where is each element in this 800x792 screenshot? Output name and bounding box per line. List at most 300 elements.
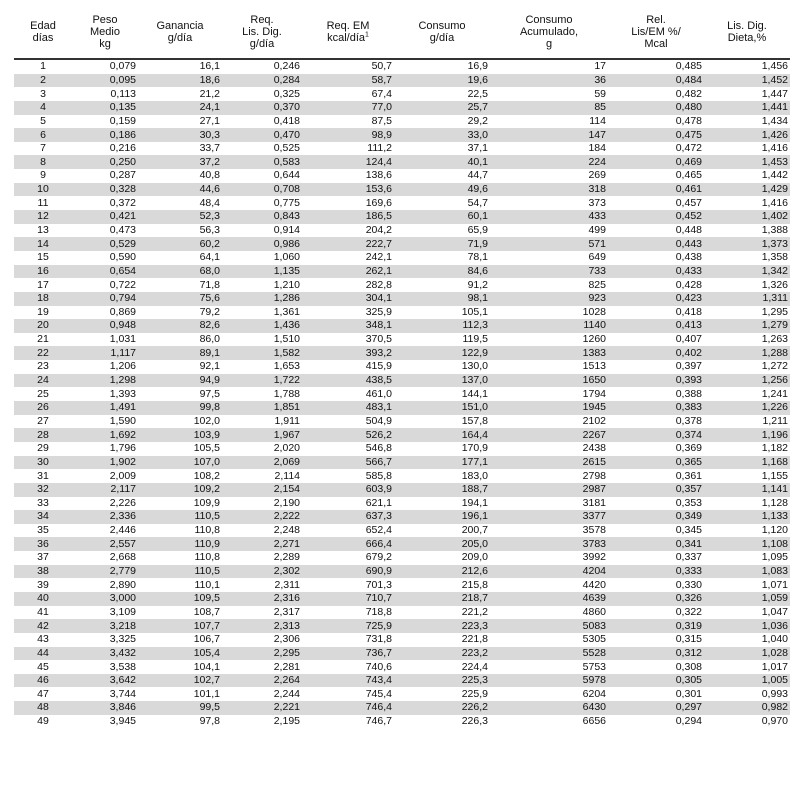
table-cell: 86,0 [199,333,220,346]
table-cell: 71,8 [199,278,220,291]
table-cell: 0,315 [675,633,702,646]
table-cell: 2,069 [222,456,302,470]
table-row [14,333,790,347]
table-cell: 1,342 [704,265,790,279]
table-cell: 0,383 [608,401,704,415]
table-cell: 1,590 [109,414,136,427]
table-cell: 0,407 [675,333,702,346]
table-row [14,633,790,647]
table-cell: 718,8 [365,605,392,618]
table-cell: 78,1 [467,251,488,264]
table-cell: 746,7 [365,715,392,728]
table-cell: 1,653 [273,360,300,373]
table-cell: 1,135 [222,265,302,279]
table-cell: 0,246 [273,60,300,73]
table-cell: 48,4 [199,196,220,209]
table-cell: 60,1 [394,210,490,224]
table-cell: 504,9 [365,414,392,427]
table-row [14,210,790,224]
table-cell: 1,060 [273,251,300,264]
table-cell: 2,226 [109,496,136,509]
table-cell: 39 [37,578,49,591]
table-cell: 2,302 [222,565,302,579]
table-cell: 222,7 [302,237,394,251]
table-cell: 743,4 [302,674,394,688]
table-cell: 1,298 [72,374,138,388]
table-cell: 17 [37,278,49,291]
table-cell: 585,8 [365,469,392,482]
table-cell: 188,7 [394,483,490,497]
table-cell: 44 [14,647,72,661]
table-row [14,224,790,238]
table-cell: 0,369 [675,442,702,455]
table-cell: 0,475 [608,128,704,142]
table-cell: 22 [14,346,72,360]
table-cell: 221,8 [461,633,488,646]
table-cell: 47 [37,687,49,700]
table-cell: 0,484 [608,74,704,88]
table-cell: 325,9 [365,305,392,318]
table-cell: 1,295 [761,305,788,318]
table-cell: 731,8 [365,633,392,646]
table-cell: 0,159 [109,114,136,127]
table-cell: 0,413 [608,319,704,333]
table-cell: 19,6 [394,74,490,88]
table-cell: 1,722 [222,374,302,388]
table-row [14,169,790,183]
table-row [14,647,790,661]
table-cell: 94,9 [138,374,222,388]
table-cell: 151,0 [394,401,490,415]
table-cell: 0,948 [72,319,138,333]
table-cell: 1,429 [704,183,790,197]
table-cell: 19 [37,305,49,318]
table-cell: 5305 [582,633,606,646]
table-cell: 11 [37,196,49,209]
table-cell: 1,168 [704,456,790,470]
table-cell: 109,5 [138,592,222,606]
table-row [14,701,790,715]
table-cell: 215,8 [461,578,488,591]
table-cell: 438,5 [302,374,394,388]
table-cell: 50,7 [371,60,392,73]
table-cell: 0,590 [109,251,136,264]
table-cell: 0,423 [608,292,704,306]
table-cell: 2267 [490,428,608,442]
table-cell: 1,210 [273,278,300,291]
table-cell: 1,967 [222,428,302,442]
table-cell: 32 [14,483,72,497]
table-cell: 30,3 [138,128,222,142]
table-cell: 205,0 [394,537,490,551]
table-cell: 0,433 [608,265,704,279]
table-cell: 0,294 [675,715,702,728]
table-row [14,128,790,142]
table-cell: 108,2 [193,469,220,482]
table-cell: 0,284 [222,74,302,88]
table-cell: 0,337 [675,551,702,564]
table-cell: 0,457 [675,196,702,209]
table-cell: 225,3 [394,674,490,688]
table-cell: 102,7 [138,674,222,688]
table-cell: 20 [14,319,72,333]
table-cell: 3,109 [109,605,136,618]
table-cell: 0,452 [608,210,704,224]
table-cell: 184 [588,142,606,155]
table-cell: 1,059 [704,592,790,606]
table-cell: 226,3 [461,715,488,728]
table-cell: 1,416 [761,142,788,155]
table-cell: 0,485 [675,60,702,73]
table-cell: 52,3 [138,210,222,224]
table-cell: 1,582 [222,346,302,360]
table-cell: 3,218 [72,619,138,633]
table-cell: 0,529 [72,237,138,251]
table-cell: 44,6 [138,183,222,197]
table-row [14,251,790,265]
table-cell: 1,286 [222,292,302,306]
table-row [14,401,790,415]
table-cell: 262,1 [302,265,394,279]
table-cell: 6 [14,128,72,142]
table-cell: 24,1 [138,101,222,115]
table-cell: 37 [37,551,49,564]
table-cell: 6656 [582,715,606,728]
table-cell: 571 [490,237,608,251]
table-cell: 224 [490,155,608,169]
table-cell: 3,945 [109,715,136,728]
table-cell: 2,311 [274,578,300,591]
table-cell: 0,644 [273,169,300,182]
table-row [14,278,790,292]
header-edad: Edad días [14,6,72,59]
table-cell: 0,418 [273,114,300,127]
table-row [14,346,790,360]
table-cell: 0,308 [675,660,702,673]
table-cell: 1,388 [761,224,788,236]
table-cell: 2,281 [273,660,300,673]
table-cell: 1,288 [704,346,790,360]
table-cell: 652,4 [365,524,392,537]
table-cell: 0,843 [222,210,302,224]
table-cell: 710,7 [302,592,394,606]
table-cell: 0,333 [608,565,704,579]
table-cell: 1,902 [72,456,138,470]
table-cell: 499 [588,224,606,236]
table-cell: 212,6 [394,565,490,579]
table-cell: 2,890 [109,578,136,591]
table-row [14,142,790,156]
table-cell: 0,345 [675,524,702,537]
table-cell: 0,361 [675,469,702,482]
header-req-lis-dig: Req. Lis. Dig. g/día [222,6,302,59]
table-cell: 49,6 [394,183,490,197]
table-row [14,74,790,88]
table-cell: 4639 [490,592,608,606]
table-cell: 1,155 [761,469,788,482]
table-cell: 108,7 [193,605,220,618]
table-cell: 1,692 [72,428,138,442]
table-cell: 209,0 [461,551,488,564]
table-cell: 3,744 [109,687,136,700]
table-cell: 0,480 [608,101,704,115]
table-cell: 3 [40,87,46,100]
table-cell: 370,5 [365,333,392,346]
table-row [14,687,790,701]
table-cell: 0,982 [704,701,790,715]
table-cell: 29 [37,442,49,455]
table-row [14,660,790,674]
table-cell: 825 [588,278,606,291]
table-cell: 2,316 [222,592,302,606]
table-row [14,183,790,197]
table-cell: 12 [14,210,72,224]
table-cell: 44,7 [467,169,488,182]
table-cell: 1945 [490,401,608,415]
table-cell: 1,311 [704,292,790,306]
table-cell: 621,1 [365,496,392,509]
table-cell: 0,341 [608,537,704,551]
table-cell: 1,326 [761,278,788,291]
table-cell: 1,402 [704,210,790,224]
table-cell: 45 [37,660,49,673]
header-req-em [302,6,394,59]
table-cell: 41 [37,605,49,618]
table-cell: 1,436 [222,319,302,333]
table-cell: 1,196 [704,428,790,442]
table-cell: 33,0 [394,128,490,142]
table-cell: 3578 [582,524,606,537]
table-cell: 2 [14,74,72,88]
table-cell: 37,2 [138,155,222,169]
table-cell: 725,9 [302,619,394,633]
table-cell: 0,397 [675,360,702,373]
table-row [14,319,790,333]
table-cell: 5753 [582,660,606,673]
table-cell: 109,9 [193,496,220,509]
nutrition-requirements-table [14,6,790,728]
table-cell: 3,538 [109,660,136,673]
table-cell: 0,287 [109,169,136,182]
table-cell: 746,4 [302,701,394,715]
table-cell: 0,301 [675,687,702,700]
table-cell: 14 [14,237,72,251]
table-cell: 37,1 [467,142,488,155]
table-cell: 1,452 [704,74,790,88]
table-cell: 24 [14,374,72,388]
table-row [14,115,790,129]
table-cell: 0,448 [675,224,702,236]
table-cell: 200,7 [461,524,488,537]
table-cell: 0,473 [109,224,136,236]
table-cell: 186,5 [302,210,394,224]
table-cell: 153,6 [302,183,394,197]
table-cell: 13 [37,224,49,236]
table-cell: 0,583 [222,155,302,169]
table-cell: 223,2 [394,647,490,661]
table-cell: 0,402 [608,346,704,360]
table-row [14,374,790,388]
table-cell: 16,9 [467,60,488,73]
table-cell: 107,7 [138,619,222,633]
table-cell: 43 [37,633,49,646]
table-cell: 138,6 [365,169,392,182]
table-cell: 122,9 [394,346,490,360]
table-cell: 3,000 [72,592,138,606]
table-row [14,578,790,592]
table-cell: 0,970 [761,715,788,728]
table-cell: 461,0 [365,387,392,400]
table-cell: 0,654 [72,265,138,279]
table-cell: 21,2 [199,87,220,100]
table-cell: 2,446 [109,524,136,537]
table-cell: 1,031 [109,333,136,346]
table-cell: 666,4 [302,537,394,551]
table-cell: 3377 [490,510,608,524]
table-cell: 169,6 [365,196,392,209]
table-cell: 0,322 [675,605,702,618]
table-cell: 60,2 [138,237,222,251]
table-cell: 0,418 [675,305,702,318]
table-cell: 0,914 [273,224,300,236]
table-cell: 2102 [582,414,606,427]
table-cell: 701,3 [365,578,392,591]
table-cell: 637,3 [302,510,394,524]
table-cell: 221,2 [461,605,488,618]
table-cell: 40 [14,592,72,606]
table-cell: 0,775 [273,196,300,209]
table-cell: 98,1 [394,292,490,306]
table-cell: 2,306 [273,633,300,646]
table-cell: 1,453 [704,155,790,169]
table-cell: 8 [14,155,72,169]
header-req-em-label: Req. EM kcal/día [326,20,370,44]
table-cell: 0,319 [608,619,704,633]
table-row [14,237,790,251]
table-cell: 3,846 [72,701,138,715]
table-cell: 1,083 [704,565,790,579]
table-cell: 2,317 [273,605,300,618]
table-cell: 1,442 [761,169,788,182]
table-row [14,592,790,606]
table-cell: 18,6 [138,74,222,88]
table-cell: 0,330 [675,578,702,591]
table-cell: 65,9 [467,224,488,236]
table-cell: 318 [490,183,608,197]
table-cell: 2,264 [222,674,302,688]
table-cell: 79,2 [199,305,220,318]
table-cell: 0,388 [675,387,702,400]
table-cell: 0,421 [72,210,138,224]
header-lis-dig-dieta: Lis. Dig. Dieta,% [704,6,790,59]
table-cell: 1,040 [761,633,788,646]
table-cell: 2,154 [222,483,302,497]
table-cell: 4420 [582,578,606,591]
table-cell: 4860 [582,605,606,618]
table-cell: 30 [14,456,72,470]
table-cell: 6430 [490,701,608,715]
table-cell: 26 [14,401,72,415]
table-cell: 18 [14,292,72,306]
table-row [14,565,790,579]
header-consumo: Consumo g/día [394,6,490,59]
table-cell: 17 [594,60,606,73]
table-cell: 2,195 [273,715,300,728]
table-cell: 196,1 [394,510,490,524]
table-cell: 1,361 [273,305,300,318]
table-cell: 46 [14,674,72,688]
table-cell: 0,325 [273,87,300,100]
table-row [14,155,790,169]
table-cell: 40,8 [199,169,220,182]
table-cell: 3,642 [72,674,138,688]
table-cell: 1260 [582,333,606,346]
table-cell: 0,986 [222,237,302,251]
table-row [14,87,790,101]
table-cell: 105,5 [193,442,220,455]
table-cell: 1,211 [762,414,788,427]
table-cell: 29,2 [467,114,488,127]
table-cell: 1,047 [761,605,788,618]
table-row [14,387,790,401]
table-cell: 2798 [582,469,606,482]
header-rel-lis-em: Rel. Lis/EM %/ Mcal [608,6,704,59]
table-cell: 1,256 [704,374,790,388]
table-cell: 242,1 [365,251,392,264]
table-cell: 111,2 [367,142,392,155]
header-ganancia: Ganancia g/día [138,6,222,59]
table-cell: 92,1 [199,360,220,373]
table-cell: 7 [40,142,46,155]
table-cell: 23 [37,360,49,373]
table-cell: 736,7 [302,647,394,661]
table-cell: 0,393 [608,374,704,388]
table-cell: 0,216 [109,142,136,155]
table-cell: 2,020 [273,442,300,455]
table-cell: 28 [14,428,72,442]
table-row [14,524,790,538]
table-cell: 1,071 [761,578,788,591]
table-cell: 690,9 [302,565,394,579]
table-cell: 0,465 [675,169,702,182]
table-cell: 68,0 [138,265,222,279]
table-row [14,196,790,210]
table-row [14,101,790,115]
table-cell: 0,470 [222,128,302,142]
table-cell: 1,120 [761,524,788,537]
table-cell: 733 [490,265,608,279]
table-cell: 1,358 [761,251,788,264]
table-cell: 110,8 [194,551,220,564]
table-cell: 304,1 [302,292,394,306]
table-cell: 130,0 [461,360,488,373]
table-cell: 99,8 [138,401,222,415]
table-cell: 218,7 [394,592,490,606]
table-cell: 225,9 [461,687,488,700]
table-cell: 0,378 [675,414,702,427]
table-cell: 0,186 [72,128,138,142]
table-cell: 0,525 [273,142,300,155]
table-cell: 0,326 [608,592,704,606]
table-cell: 1,182 [761,442,788,455]
table-cell: 1,788 [273,387,300,400]
table-cell: 0,478 [675,114,702,127]
table-cell: 170,9 [461,442,488,455]
table-cell: 1,851 [222,401,302,415]
table-cell: 164,4 [394,428,490,442]
table-cell: 1,447 [761,87,788,100]
table-cell: 603,9 [302,483,394,497]
